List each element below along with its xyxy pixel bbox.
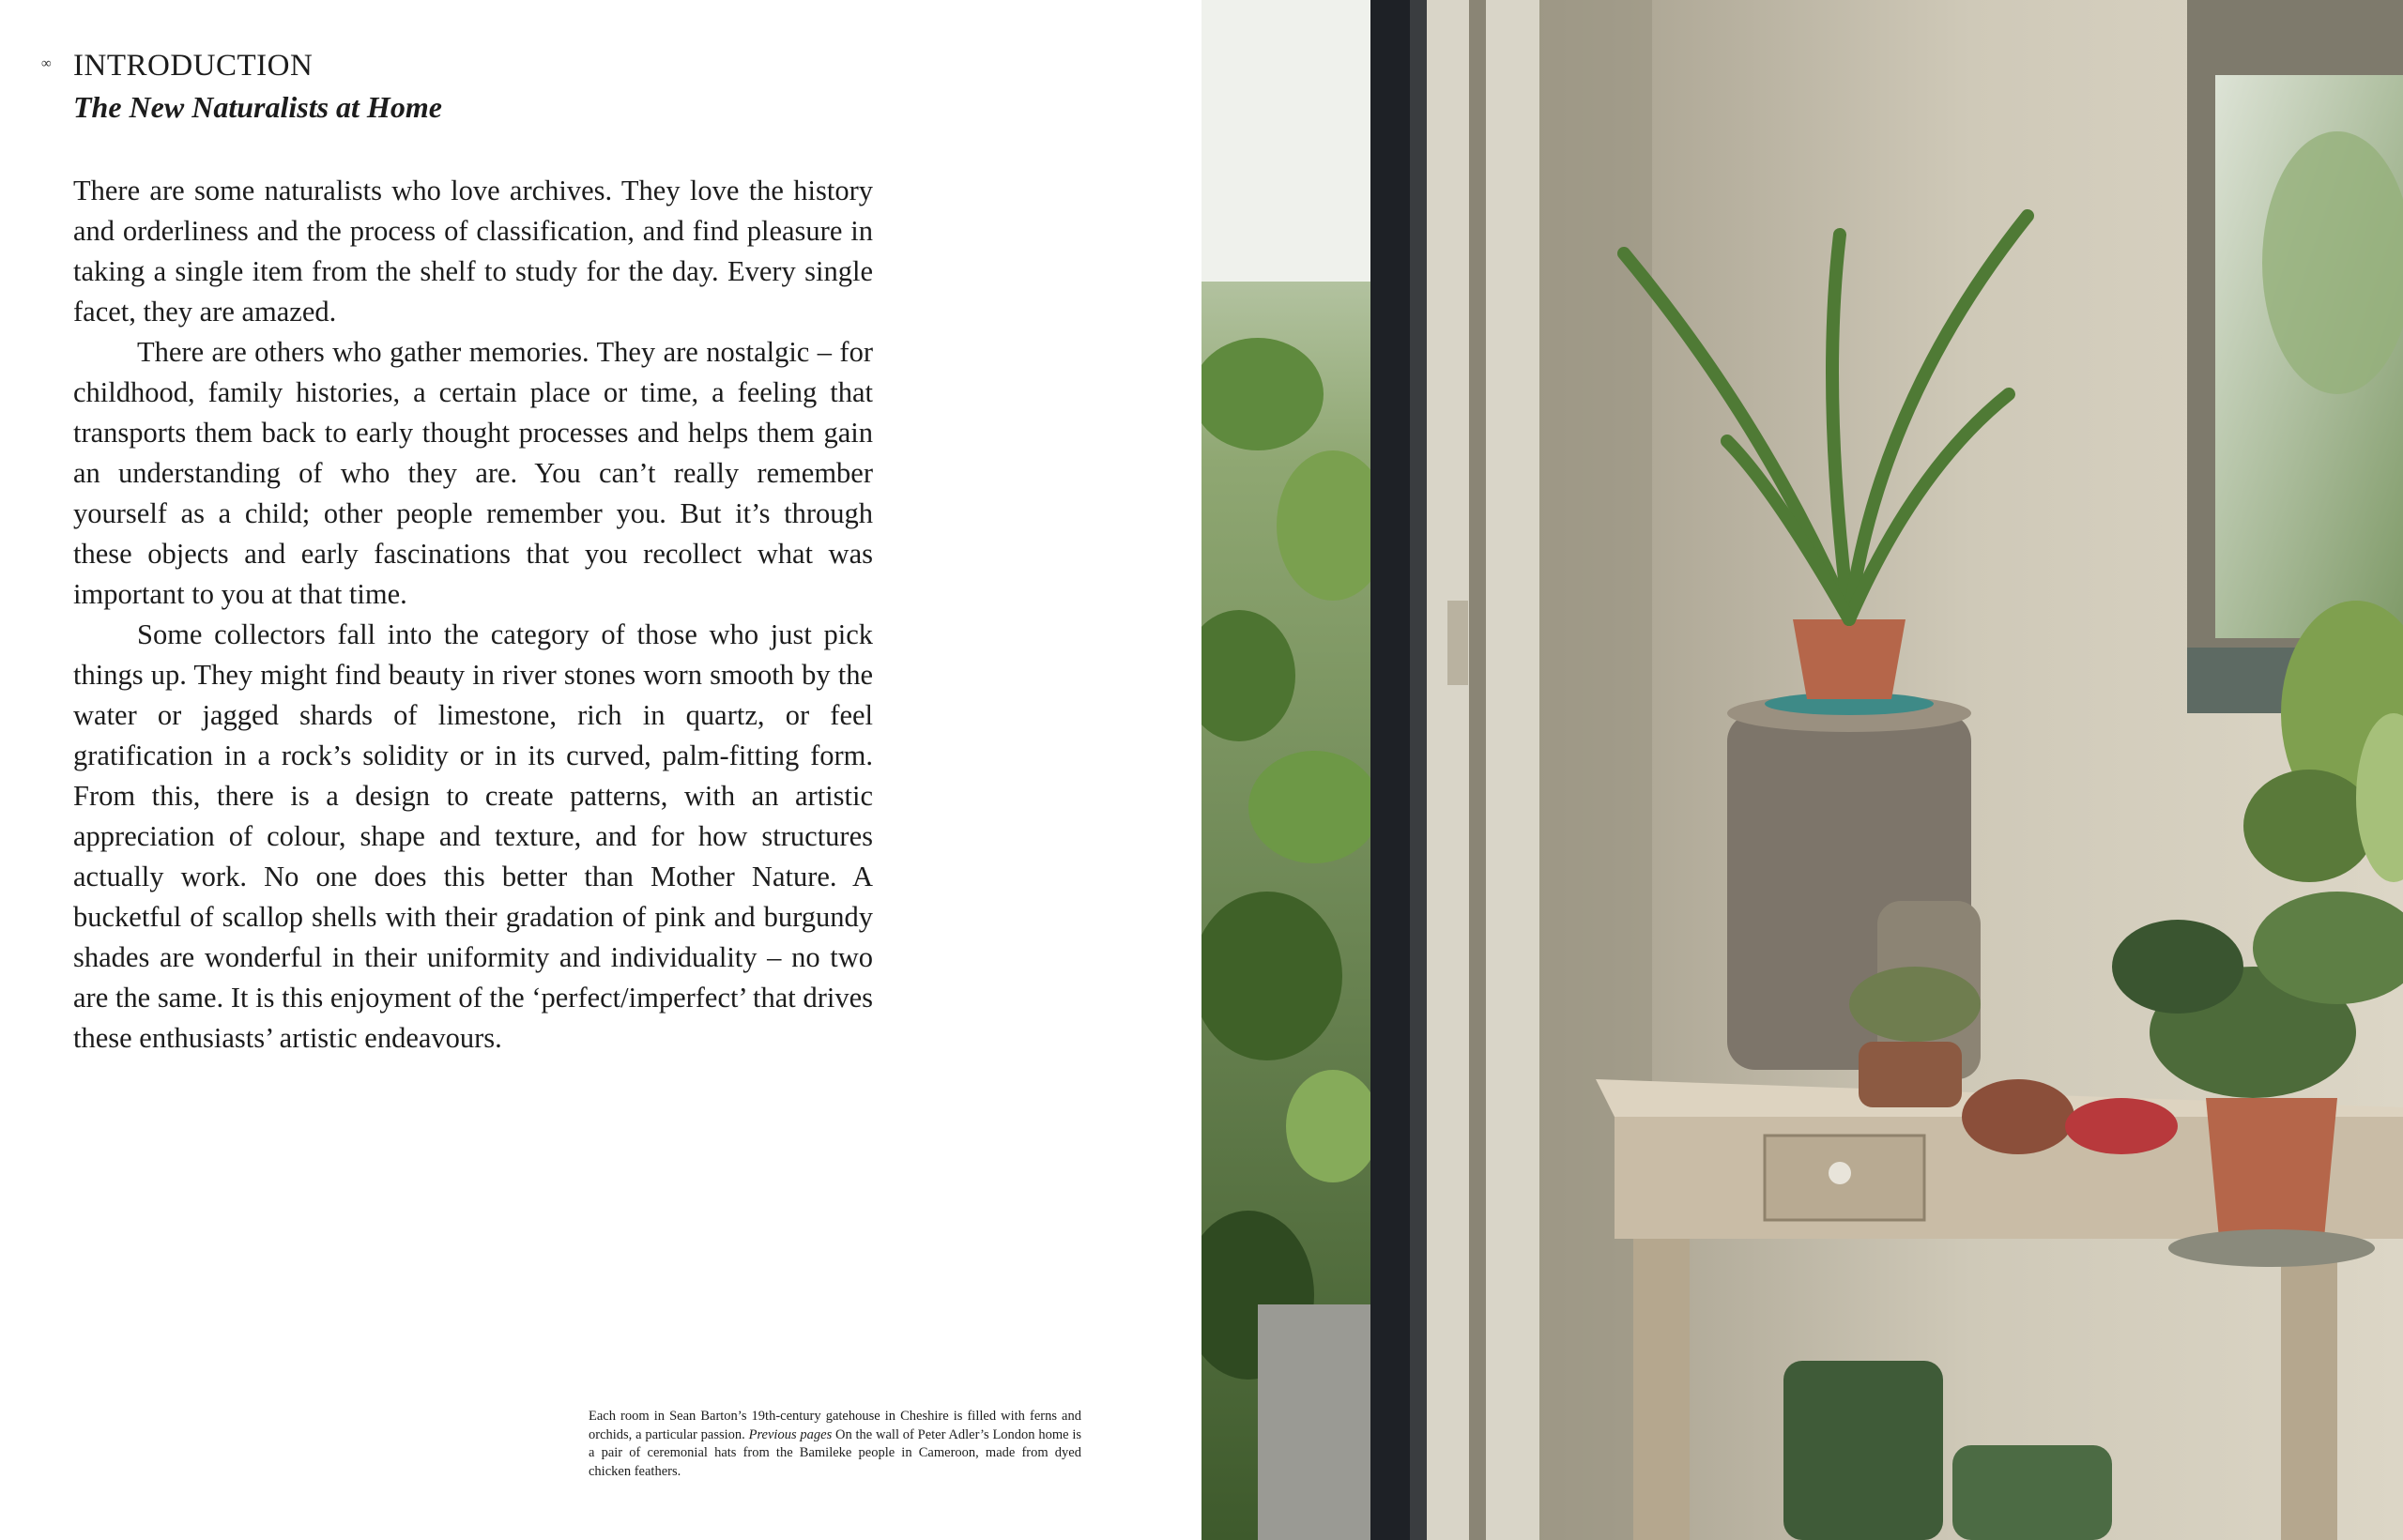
caption-italic: Previous pages — [748, 1426, 833, 1442]
photo-caption — [589, 1408, 1081, 1481]
page-number: ∞ — [41, 56, 52, 71]
door-edge — [1370, 0, 1410, 1540]
interior-photo — [1202, 0, 2403, 1540]
body-text — [73, 171, 873, 1059]
paragraph: There are others who gather memories. They are nostalgic – for childhood, family histories, a certain place or time, a feeling that transports them back to early thought processes and helps them gain an understanding of who they are. You can’t really remember yourself as a child; other people remember you. But it’s through these objects and early fascinations that you recollect what was important to you at that time. — [73, 336, 873, 610]
chapter-title: INTRODUCTION — [73, 49, 314, 83]
paragraph: There are some naturalists who love archives. They love the history and orderliness and the process of classification, and find pleasure in taking a single item from the shelf to study for the day. Every single facet, they are amazed. — [73, 175, 873, 328]
caption-text: On the wall of Peter Adler’s London home is a pair of ceremonial hats from the Bamileke people in Cameroon, made from dyed chicken feathers. — [589, 1426, 1082, 1479]
caption-text: Each room in Sean Barton’s 19th-century gatehouse in Cheshire is filled with ferns and orchids, a particular passion. — [589, 1409, 1081, 1442]
paragraph: Some collectors fall into the category of those who just pick things up. They might find beauty in river stones worn smooth by the water or jagged shards of limestone, rich in quartz, or feel gratification in a rock’s solidity or in its curved, palm-fitting form. From this, there is a design to create patterns, with an artistic appreciation of colour, shape and texture, and for how structures actually work. No one does this better than Mother Nature. A bucketful of scallop shells with their gradation of pink and burgundy shades are wonderful in their uniformity and individuality – no two are the same. It is this enjoyment of the ‘perfect/imperfect’ that drives these enthusiasts’ artistic endeavours. — [73, 618, 873, 1054]
chapter-subtitle: The New Naturalists at Home — [73, 90, 442, 124]
